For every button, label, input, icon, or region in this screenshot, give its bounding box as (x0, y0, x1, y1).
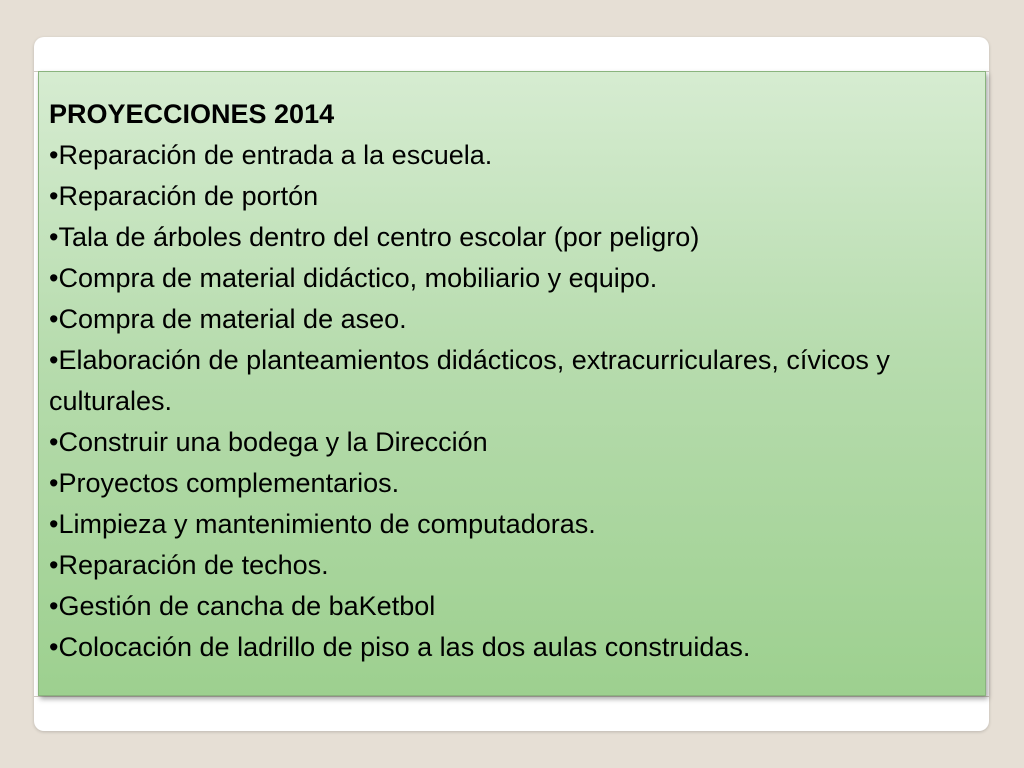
card-bottom-divider (34, 696, 989, 697)
list-item: •Reparación de entrada a la escuela. (49, 140, 493, 170)
slide-title: PROYECCIONES 2014 (49, 99, 335, 129)
list-item: •Proyectos complementarios. (49, 468, 400, 498)
list-item: •Compra de material didáctico, mobiliario y equipo. (49, 263, 658, 293)
list-item: •Construir una bodega y la Dirección (49, 427, 488, 457)
content-box (38, 71, 986, 696)
list-item: •Compra de material de aseo. (49, 304, 407, 334)
list-item: •Tala de árboles dentro del centro escolar (por peligro) (49, 222, 700, 252)
list-item: •Colocación de ladrillo de piso a las dos aulas construidas. (49, 632, 751, 662)
list-item: •Reparación de techos. (49, 550, 329, 580)
list-item: •Reparación de portón (49, 181, 319, 211)
list-item: •Limpieza y mantenimiento de computadoras. (49, 509, 596, 539)
list-item: •Elaboración de planteamientos didácticos, extracurriculares, cívicos y culturales. (49, 345, 890, 416)
list-item: •Gestión de cancha de baKetbol (49, 591, 436, 621)
